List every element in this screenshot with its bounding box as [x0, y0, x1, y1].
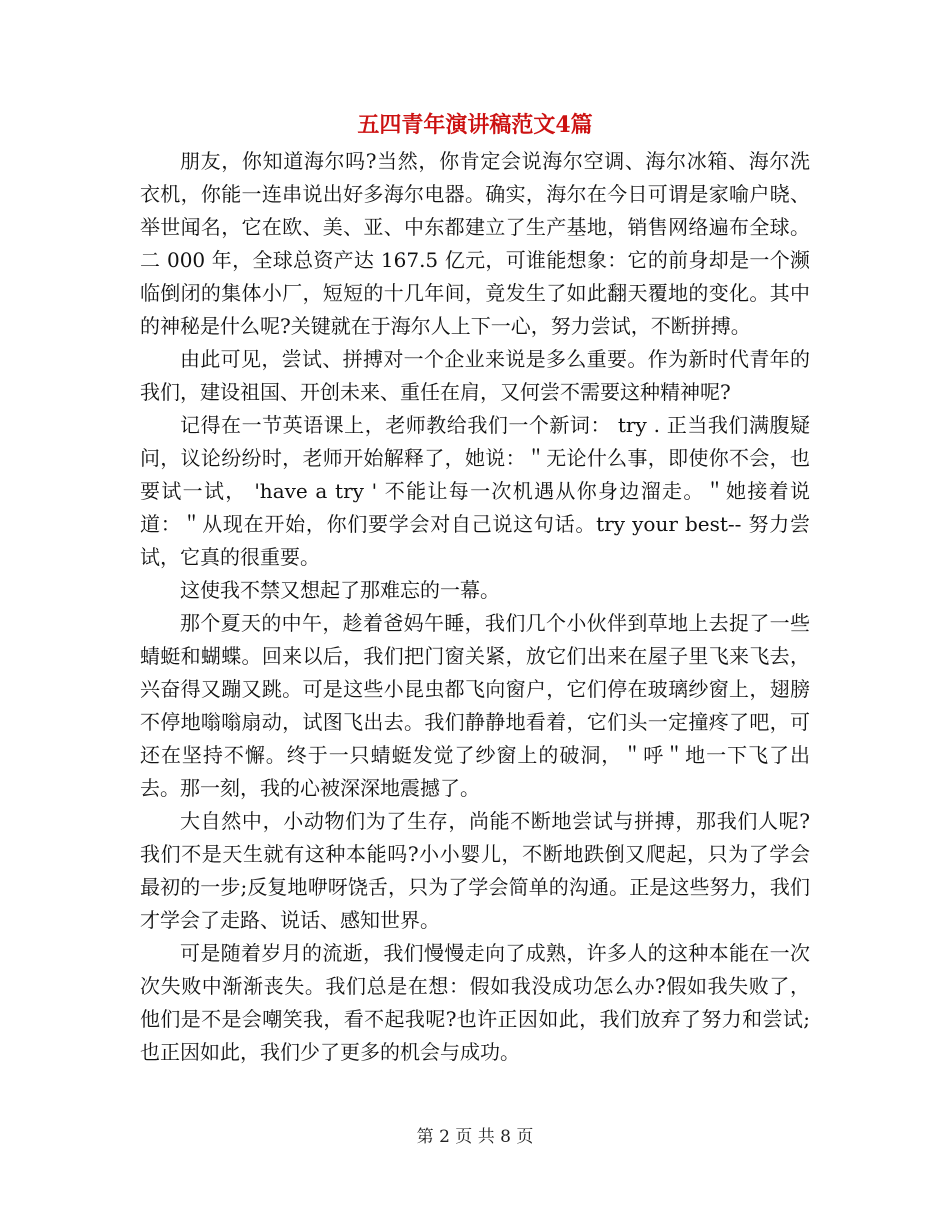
paragraph-4: 这使我不禁又想起了那难忘的一幕。: [180, 578, 500, 602]
paragraph-6: 大自然中，小动物们为了生存，尚能不断地尝试与拼搏，那我们人呢?我们不是天生就有这种本能吗?小小婴儿，不断地跌倒又爬起，只为了学会最初的一步;反复地咿呀饶舌，只为了学会简单的沟通。正是这些努力，我们才学会了走路、说话、感知世界。: [140, 809, 810, 932]
paragraph-5: 那个夏天的中午，趁着爸妈午睡，我们几个小伙伴到草地上去捉了一些蜻蜓和蝴蝶。回来以后，我们把门窗关紧，放它们出来在屋子里飞来飞去，兴奋得又蹦又跳。可是这些小昆虫都飞向窗户，它们停在玻璃纱窗上，翅膀不停地嗡嗡扇动，试图飞出去。我们静静地看着，它们头一定撞疼了吧，可还在坚持不懈。终于一只蜻蜓发觉了纱窗上的破洞，＂呼＂地一下飞了出去。那一刻，我的心被深深地震撼了。: [140, 611, 810, 800]
paragraph-3: 记得在一节英语课上，老师教给我们一个新词： try . 正当我们满腹疑问，议论纷纷时，老师开始解释了，她说：＂无论什么事，即使你不会，也要试一试， 'have a try ' 不能让每一次机遇从你身边溜走。＂她接着说道：＂从现在开始，你们要学会对自己说这句话。try your best-- 努力尝试，它真的很重要。: [140, 413, 810, 569]
document-title: 五四青年演讲稿范文4篇: [357, 112, 593, 138]
document-body: [140, 145, 810, 1069]
paragraph-7: 可是随着岁月的流逝，我们慢慢走向了成熟，许多人的这种本能在一次次失败中渐渐丧失。我们总是在想：假如我没成功怎么办?假如我失败了，他们是不是会嘲笑我，看不起我呢?也许正因如此，我们放弃了努力和尝试;也正因如此，我们少了更多的机会与成功。: [140, 941, 810, 1064]
page-number-footer: 第 2 页 共 8 页: [416, 1127, 534, 1147]
paragraph-1: 朋友，你知道海尔吗?当然，你肯定会说海尔空调、海尔冰箱、海尔洗衣机，你能一连串说出好多海尔电器。确实，海尔在今日可谓是家喻户晓、举世闻名，它在欧、美、亚、中东都建立了生产基地，销售网络遍布全球。二 000 年，全球总资产达 167.5 亿元，可谁能想象：它的前身却是一个濒临倒闭的集体小厂，短短的十几年间，竟发生了如此翻天覆地的变化。其中的神秘是什么呢?关键就在于海尔人上下一心，努力尝试，不断拼搏。: [140, 149, 810, 338]
paragraph-2: 由此可见，尝试、拼搏对一个企业来说是多么重要。作为新时代青年的我们，建设祖国、开创未来、重任在肩，又何尝不需要这种精神呢?: [140, 347, 810, 404]
